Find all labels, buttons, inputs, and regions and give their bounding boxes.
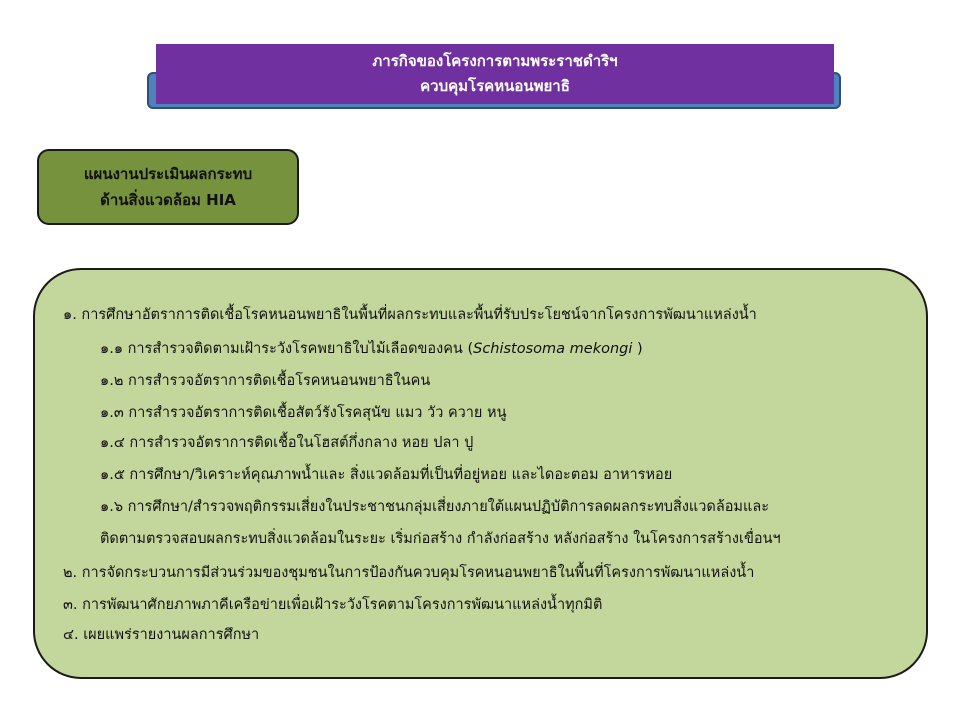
hia-line-1: แผนงานประเมินผลกระทบ [83, 165, 253, 183]
list-item-1-2: ๑.๒ การสำรวจอัตราการติดเชื้อโรคหนอนพยาธิในคน [100, 373, 431, 389]
list-item-1-6-line-2: ติดตามตรวจสอบผลกระทบสิ่งแวดล้อมในระยะ เริ่มก่อสร้าง กำลังก่อสร้าง หลังก่อสร้าง ในโครงการสร้างเขื่อนฯ [100, 531, 781, 547]
species-name: Schistosoma mekongi [473, 341, 633, 357]
list-item-1-1-prefix: ๑.๑ การสำรวจติดตามเฝ้าระวังโรคพยาธิใบไม้เลือดของคน ( [100, 341, 474, 357]
list-item-2: ๒. การจัดกระบวนการมีส่วนร่วมของชุมชนในการป้องกันควบคุมโรคหนอนพยาธิในพื้นที่โครงการพัฒนาแหล่งน้ำ [63, 565, 755, 581]
title-banner [156, 44, 834, 104]
title-line-1: ภารกิจของโครงการตามพระราชดำริฯ [372, 52, 618, 70]
list-item-1-3: ๑.๓ การสำรวจอัตราการติดเชื้อสัตว์รังโรคสุนัข แมว วัว ควาย หนู [100, 405, 507, 421]
hia-plan-box [37, 149, 299, 225]
list-item-1-1-suffix: ) [632, 341, 643, 357]
list-item-1-1 [100, 339, 643, 359]
list-item-1-4: ๑.๔ การสำรวจอัตราการติดเชื้อในโฮสต์กึ่งกลาง หอย ปลา ปู [100, 435, 474, 451]
list-item-4: ๔. เผยแพร่รายงานผลการศึกษา [63, 627, 260, 643]
hia-line-2: ด้านสิ่งแวดล้อม HIA [100, 191, 236, 209]
title-line-2: ควบคุมโรคหนอนพยาธิ [420, 77, 570, 95]
list-item-1: ๑. การศึกษาอัตราการติดเชื้อโรคหนอนพยาธิในพื้นที่ผลกระทบและพื้นที่รับประโยชน์จากโครงการพัฒนาแหล่งน้ำ [63, 307, 757, 323]
list-item-1-6-line-1: ๑.๖ การศึกษา/สำรวจพฤติกรรมเสี่ยงในประชาชนกลุ่มเสี่ยงภายใต้แผนปฏิบัติการลดผลกระทบสิ่งแวดล้อมและ [100, 499, 770, 515]
list-item-3: ๓. การพัฒนาศักยภาพภาคีเครือข่ายเพื่อเฝ้าระวังโรคตามโครงการพัฒนาแหล่งน้ำทุกมิติ [63, 597, 603, 613]
list-item-1-5: ๑.๕ การศึกษา/วิเคราะห์คุณภาพน้ำและ สิ่งแวดล้อมที่เป็นที่อยู่หอย และไดอะตอม อาหารหอย [100, 467, 673, 483]
